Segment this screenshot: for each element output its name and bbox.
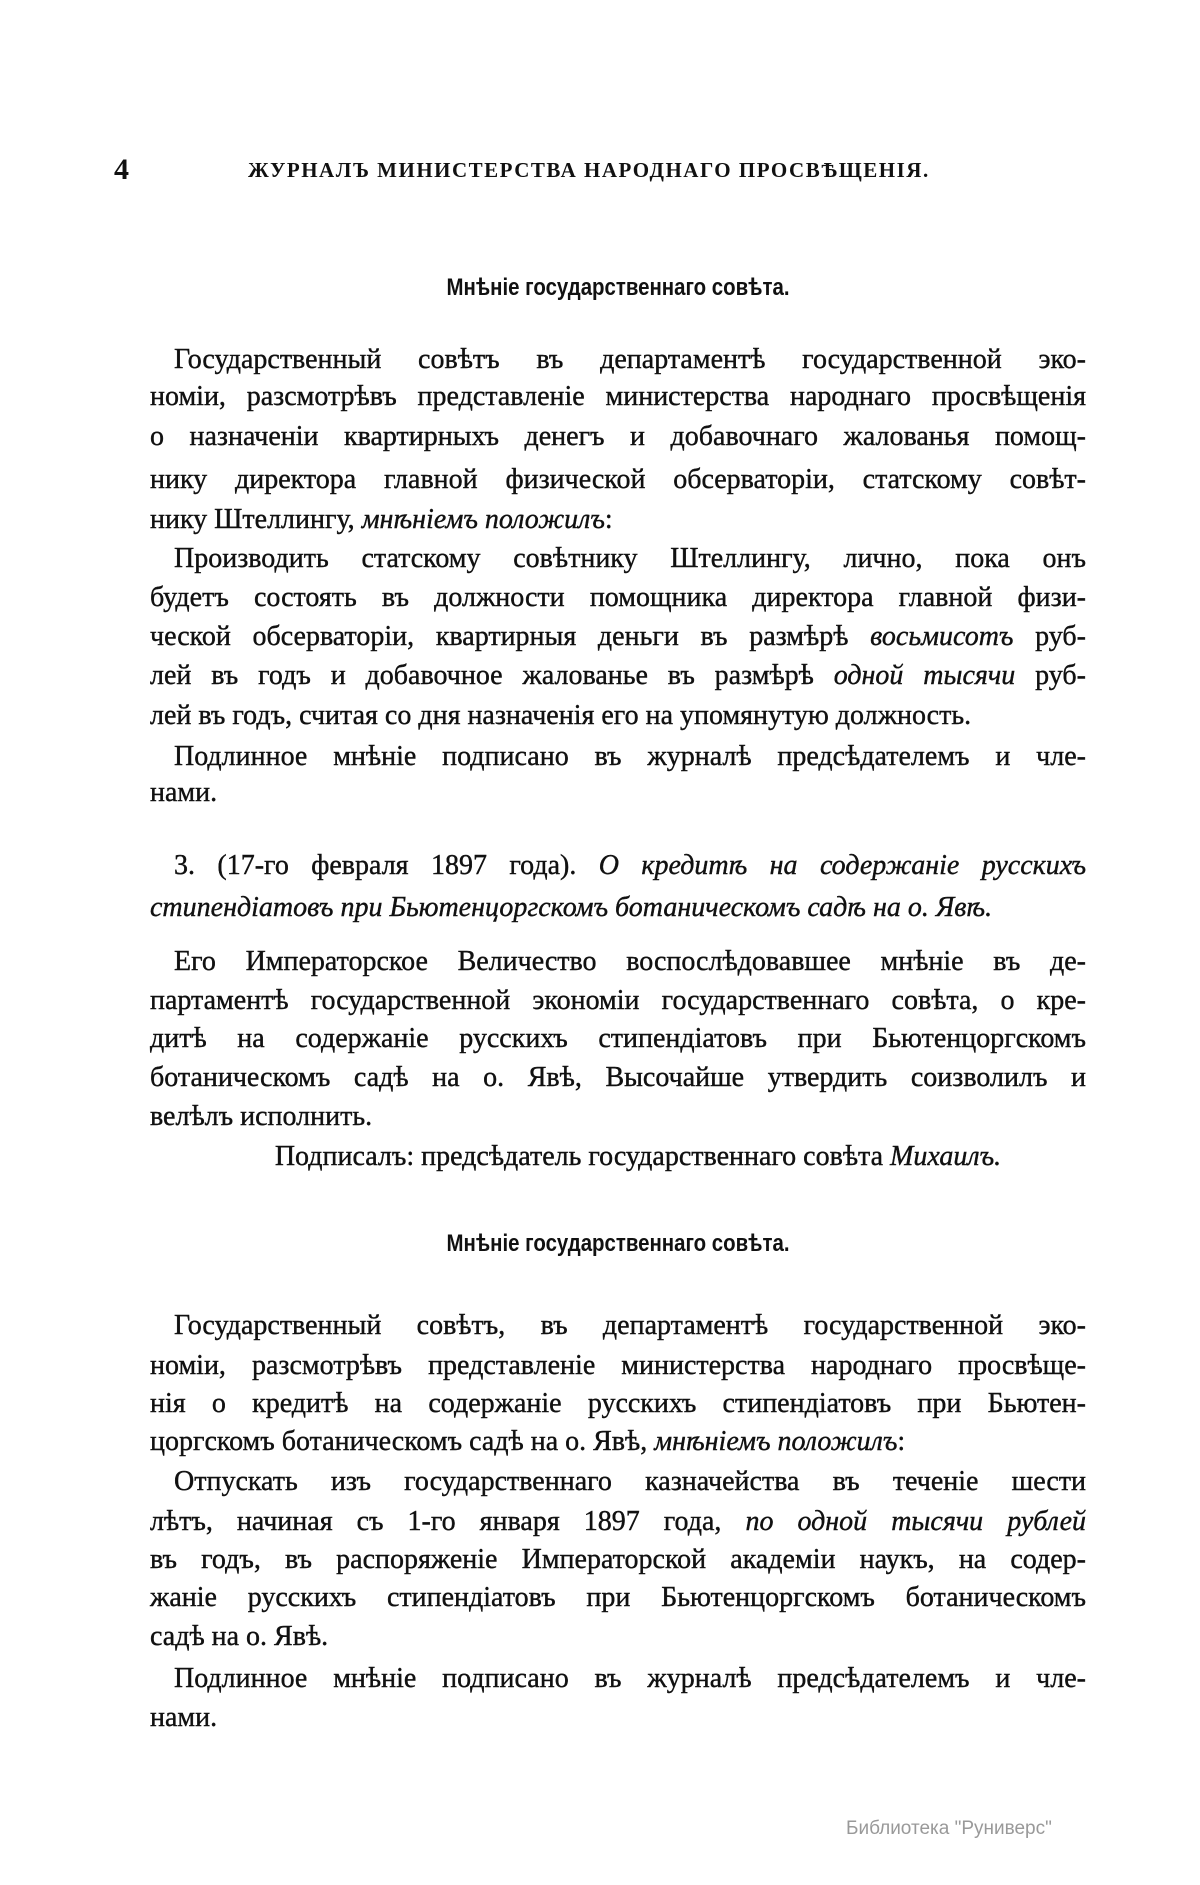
text-segment: лей въ годъ, считая со дня назначенія его на упомянутую должность.: [150, 700, 972, 731]
text-line: [150, 1097, 1086, 1137]
text-line: [174, 737, 1086, 777]
text-line: [150, 696, 1086, 736]
text-segment: :: [897, 1426, 906, 1457]
text-segment: номіи, разсмотрѣвъ представленіе министерства народнаго просвѣще-: [150, 1350, 1086, 1381]
text-segment: Производить статскому совѣтнику Штеллингу, лично, пока онъ: [174, 543, 1086, 574]
text-segment: ческой обсерваторіи, квартирныя деньги въ размѣрѣ: [150, 621, 871, 652]
italic-text: мнѣніемъ положилъ: [654, 1426, 898, 1457]
text-segment: Подписалъ: предсѣдатель государственнаго совѣта: [274, 1141, 891, 1172]
text-line: [174, 846, 1086, 886]
text-line: [150, 773, 1086, 813]
text-segment: Подлинное мнѣніе подписано въ журналѣ предсѣдателемъ и чле-: [174, 1663, 1086, 1694]
library-watermark: Библиотека "Руниверс": [846, 1818, 1052, 1839]
text-segment: Государственный совѣтъ въ департаментѣ государственной эко-: [174, 344, 1086, 375]
text-line: [150, 460, 1086, 500]
text-segment: цоргскомъ ботаническомъ садѣ на о. Явѣ,: [150, 1426, 655, 1457]
section-heading: Мнѣніе государственнаго совѣта.: [446, 274, 790, 301]
italic-text: Михаилъ.: [890, 1141, 1002, 1172]
text-segment: партаментѣ государственной экономіи государственнаго совѣта, о кре-: [150, 985, 1086, 1016]
text-line: [150, 1019, 1086, 1059]
italic-text: по одной тысячи рублей: [745, 1506, 1086, 1537]
italic-text: одной тысячи: [833, 660, 1016, 691]
section-heading: Мнѣніе государственнаго совѣта.: [446, 1230, 790, 1257]
text-segment: нія о кредитѣ на содержаніе русскихъ стипендіатовъ при Бьютен-: [150, 1388, 1086, 1419]
text-line: [150, 1540, 1086, 1580]
text-segment: Подлинное мнѣніе подписано въ журналѣ предсѣдателемъ и чле-: [174, 741, 1086, 772]
text-line: [150, 500, 1086, 540]
page-number: 4: [114, 153, 129, 186]
italic-text: О кредитѣ на содержаніе русскихъ: [598, 850, 1087, 881]
text-segment: нику директора главной физической обсерваторіи, статскому совѣт-: [150, 464, 1086, 495]
text-segment: 3. (17-го февраля 1897 года).: [174, 850, 599, 881]
text-line: [150, 1698, 1086, 1738]
text-segment: нику Штеллингу,: [150, 504, 362, 535]
text-line: [150, 888, 1086, 928]
text-line: [174, 539, 1086, 579]
text-segment: будетъ состоять въ должности помощника директора главной физи-: [150, 582, 1086, 613]
text-segment: велѣлъ исполнить.: [150, 1101, 373, 1132]
text-line: [150, 656, 1086, 696]
text-segment: руб-: [1015, 660, 1086, 691]
text-segment: номіи, разсмотрѣвъ представленіе министерства народнаго просвѣщенія: [150, 381, 1086, 412]
text-line: [150, 981, 1086, 1021]
text-line: [150, 1578, 1086, 1618]
text-line: [150, 1058, 1086, 1098]
text-line: [150, 1346, 1086, 1386]
text-line: [150, 417, 1086, 457]
text-line: [150, 1422, 1086, 1462]
text-segment: дитѣ на содержаніе русскихъ стипендіатовъ при Бьютенцоргскомъ: [150, 1023, 1086, 1054]
text-line: [150, 617, 1086, 657]
text-line: [150, 1384, 1086, 1424]
text-segment: о назначеніи квартирныхъ денегъ и добавочнаго жалованья помощ-: [150, 421, 1086, 452]
italic-text: стипендіатовъ при Бьютенцоргскомъ ботаническомъ садѣ на о. Явѣ.: [150, 892, 993, 923]
text-segment: жаніе русскихъ стипендіатовъ при Бьютенцоргскомъ ботаническомъ: [150, 1582, 1086, 1613]
text-line: [150, 1137, 1086, 1177]
text-segment: ботаническомъ садѣ на о. Явѣ, Высочайше утвердить соизволилъ и: [150, 1062, 1086, 1093]
text-segment: руб-: [1013, 621, 1086, 652]
text-segment: нами.: [150, 777, 218, 808]
text-line: [174, 1659, 1086, 1699]
italic-text: восьмисотъ: [870, 621, 1014, 652]
text-segment: Его Императорское Величество воспослѣдовавшее мнѣніе въ де-: [174, 946, 1086, 977]
text-line: [174, 340, 1086, 380]
text-line: [174, 942, 1086, 982]
text-segment: садѣ на о. Явѣ.: [150, 1621, 329, 1652]
text-line: [150, 1502, 1086, 1542]
italic-text: мнѣніемъ положилъ: [361, 504, 605, 535]
text-line: [150, 377, 1086, 417]
text-segment: въ годъ, въ распоряженіе Императорской академіи наукъ, на содер-: [150, 1544, 1086, 1575]
text-segment: Государственный совѣтъ, въ департаментѣ государственной эко-: [174, 1310, 1086, 1341]
text-segment: Отпускать изъ государственнаго казначейства въ теченіе шести: [174, 1466, 1086, 1497]
running-title: ЖУРНАЛЪ МИНИСТЕРСТВА НАРОДНАГО ПРОСВѢЩЕНІЯ.: [248, 158, 930, 182]
text-line: [174, 1306, 1086, 1346]
text-segment: лѣтъ, начиная съ 1-го января 1897 года,: [150, 1506, 746, 1537]
text-segment: :: [604, 504, 613, 535]
text-line: [150, 1617, 1086, 1657]
text-line: [150, 578, 1086, 618]
text-line: [174, 1462, 1086, 1502]
text-segment: лей въ годъ и добавочное жалованье въ размѣрѣ: [150, 660, 834, 691]
text-segment: нами.: [150, 1702, 218, 1733]
